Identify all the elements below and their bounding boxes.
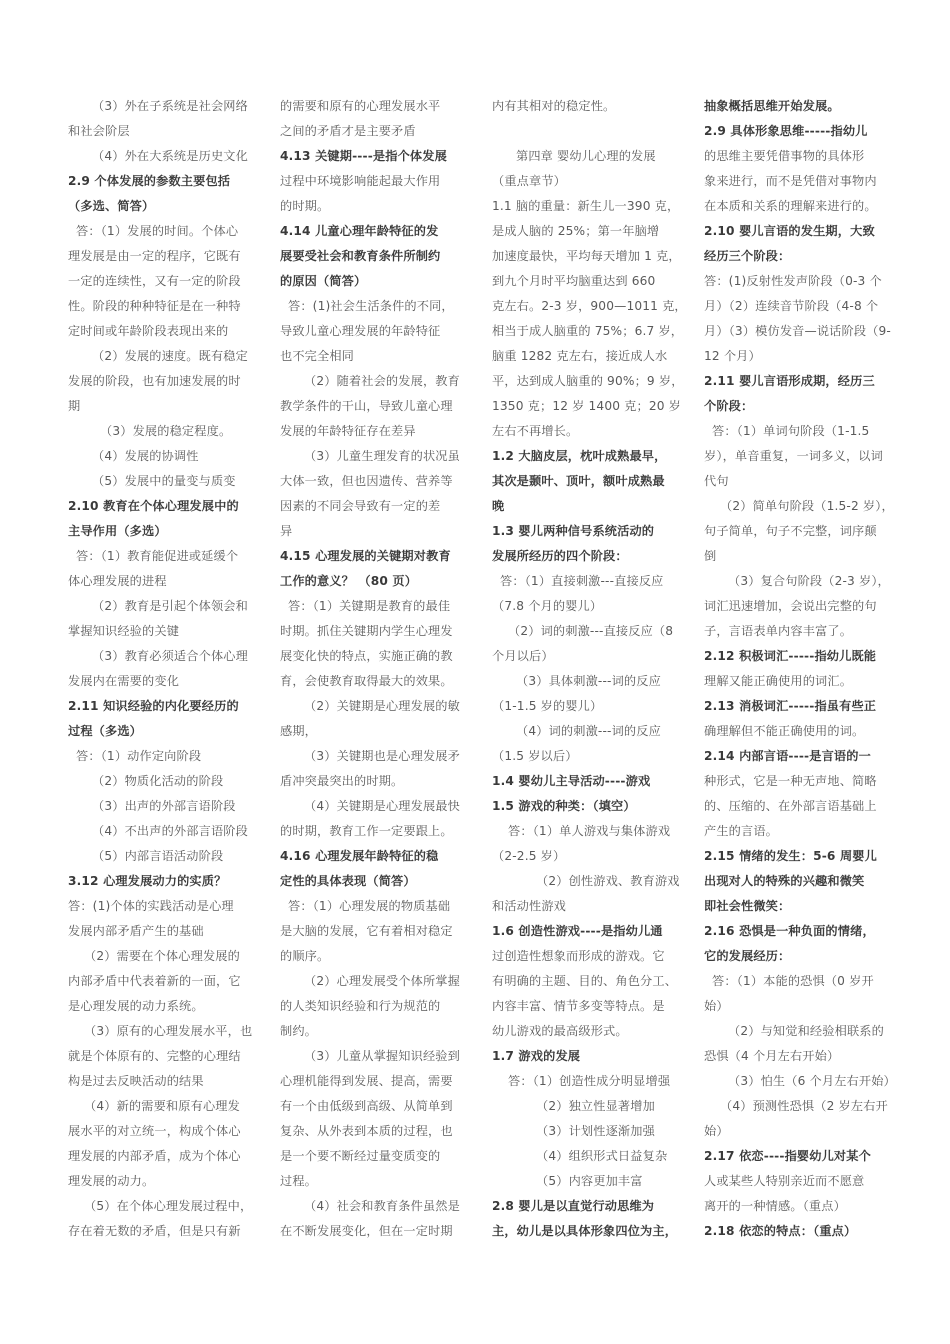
text-line: 经历三个阶段：: [704, 249, 791, 263]
text-line: 大体一致，但也因遗传、营养等: [280, 474, 453, 488]
text-line: 展水平的对立统一，构成个体心: [68, 1124, 241, 1138]
text-line: （4）不出声的外部言语阶段: [92, 824, 248, 838]
text-line: 月）（2）连续音节阶段（4-8 个: [704, 299, 879, 313]
text-line: 发展的年龄特征存在差异: [280, 424, 416, 438]
text-line: 发展的阶段，也有加速发展的时: [68, 374, 241, 388]
text-line: 2.10 婴儿言语的发生期，大致: [704, 224, 875, 238]
text-line: （2）创性游戏、教育游戏: [536, 874, 680, 888]
text-line: 和活动性游戏: [492, 899, 567, 913]
text-line: （2）与知觉和经验相联系的: [728, 1024, 884, 1038]
text-line: 的人类知识经验和行为规范的: [280, 999, 441, 1013]
text-line: 内部矛盾中代表着新的一面，它: [68, 974, 241, 988]
text-line: 之间的矛盾才是主要矛盾: [280, 124, 416, 138]
text-line: （4）预测性恐惧（2 岁左右开: [720, 1099, 888, 1113]
text-line: 体心理发展的进程: [68, 574, 167, 588]
text-line: 答：（1）单词句阶段（1-1.5: [712, 424, 870, 438]
text-line: 在不断发展变化，但在一定时期: [280, 1224, 453, 1238]
text-line: （3）具体刺激---词的反应: [516, 674, 661, 688]
text-line: 因素的不同会导致有一定的差: [280, 499, 441, 513]
text-line: （1-1.5 岁的婴儿）: [492, 699, 603, 713]
text-line: 1.3 婴儿两种信号系统活动的: [492, 524, 655, 538]
text-line: 脑重 1282 克左右，接近成人水: [492, 349, 668, 363]
text-line: 理发展的动力。: [68, 1174, 155, 1188]
text-line: 答：(1)社会生活条件的不同，: [288, 299, 454, 313]
column-4: [704, 94, 896, 1244]
text-line: 人或某些人特别亲近而不愿意: [704, 1174, 865, 1188]
text-line: 2.17 依恋----指婴幼儿对某个: [704, 1149, 871, 1163]
text-line: 是大脑的发展，它有着相对稳定: [280, 924, 453, 938]
text-line: 始）: [704, 999, 729, 1013]
text-line: 晚: [492, 499, 505, 513]
text-line: 2.12 积极词汇-----指幼儿既能: [704, 649, 877, 663]
text-line: 存在着无数的矛盾，但是只有新: [68, 1224, 241, 1238]
text-line: 定性的具体表现（简答）: [280, 874, 416, 888]
text-line: 答：（1）单人游戏与集体游戏: [508, 824, 671, 838]
text-line: 的原因（简答）: [280, 274, 367, 288]
text-line: （3）发展的稳定程度。: [100, 424, 232, 438]
text-line: （1.5 岁以后）: [492, 749, 578, 763]
text-line: 掌握知识经验的关键: [68, 624, 180, 638]
text-line: （2）教育是引起个体领会和: [92, 599, 248, 613]
column-3: [492, 94, 687, 1244]
text-line: 第四章 婴幼儿心理的发展: [516, 149, 656, 163]
text-line: 克左右。2-3 岁，900—1011 克，: [492, 299, 687, 313]
text-line: 发展内部矛盾产生的基础: [68, 924, 204, 938]
text-line: 一定的连续性，又有一定的阶段: [68, 274, 241, 288]
text-line: 教学条件的干山，导致儿童心理: [280, 399, 453, 413]
text-line: 的时期，教育工作一定要跟上。: [280, 824, 453, 838]
text-line: 主导作用（多选）: [68, 524, 167, 538]
text-line: （多选、简答）: [68, 199, 155, 213]
text-line: 2.14 内部言语----是言语的一: [704, 749, 871, 763]
text-line: 种形式，它是一种无声地、简略: [704, 774, 877, 788]
text-line: 的思维主要凭借事物的具体形: [704, 149, 865, 163]
text-line: 抽象概括思维开始发展。: [704, 99, 840, 113]
text-line: 4.14 儿童心理年龄特征的发: [280, 224, 439, 238]
text-line: 异: [280, 524, 293, 538]
text-line: 1.5 游戏的种类：（填空）: [492, 799, 636, 813]
text-line: （2）词的刺激---直接反应（8: [508, 624, 674, 638]
text-line: （2）物质化活动的阶段: [92, 774, 224, 788]
text-line: （2）简单句阶段（1.5-2 岁），: [720, 499, 894, 513]
text-line: 2.8 婴儿是以直觉行动思维为: [492, 1199, 655, 1213]
text-line: 2.11 知识经验的内化要经历的: [68, 699, 239, 713]
text-line: （5）在个体心理发展过程中，: [84, 1199, 253, 1213]
text-line: 12 个月）: [704, 349, 761, 363]
text-line: 答：（1）创造性成分明显增强: [508, 1074, 671, 1088]
text-line: 2.10 教育在个体心理发展中的: [68, 499, 239, 513]
text-line: [492, 119, 674, 144]
text-line: （3）儿童生理发育的状况虽: [304, 449, 460, 463]
text-line: 答：（1）动作定向阶段: [76, 749, 202, 763]
text-line: 3.12 心理发展动力的实质？: [68, 874, 227, 888]
text-line: 1.1 脑的重量：新生儿一390 克，: [492, 199, 680, 213]
text-line: 理发展的内部矛盾，成为个体心: [68, 1149, 241, 1163]
text-line: 发展所经历的四个阶段：: [492, 549, 628, 563]
text-line: （5）内部言语活动阶段: [92, 849, 224, 863]
text-line: 感期，: [280, 724, 318, 738]
text-line: （4）组织形式日益复杂: [536, 1149, 668, 1163]
text-line: 出现对人的特殊的兴趣和微笑: [704, 874, 865, 888]
text-line: 育，会使教育取得最大的效果。: [280, 674, 453, 688]
text-line: 主，幼儿是以具体形象四位为主，: [492, 1224, 678, 1238]
text-line: 有明确的主题、目的、角色分工、: [492, 974, 678, 988]
text-line: 时期。抓住关键期内学生心理发: [280, 624, 453, 638]
text-line: 的顺序。: [280, 949, 330, 963]
text-line: 是心理发展的动力系统。: [68, 999, 204, 1013]
text-line: 复杂、从外表到本质的过程，也: [280, 1124, 453, 1138]
text-line: 过程。: [280, 1174, 318, 1188]
text-line: 理解又能正确使用的词汇。: [704, 674, 853, 688]
text-line: 的、压缩的、在外部言语基础上: [704, 799, 877, 813]
text-line: 其次是颞叶、顶叶，额叶成熟最: [492, 474, 665, 488]
text-line: 就是个体原有的、完整的心理结: [68, 1049, 241, 1063]
text-line: 1.6 创造性游戏----是指幼儿通: [492, 924, 663, 938]
text-line: 它的发展经历：: [704, 949, 791, 963]
text-line: 的需要和原有的心理发展水平: [280, 99, 441, 113]
text-line: 性。阶段的种种特征是在一种特: [68, 299, 241, 313]
text-line: （3）出声的外部言语阶段: [92, 799, 236, 813]
text-line: 4.15 心理发展的关键期对教育: [280, 549, 451, 563]
text-line: 是成人脑的 25%；第一年脑增: [492, 224, 660, 238]
text-line: 答：（1）教育能促进或延缓个: [76, 549, 239, 563]
text-line: 答：(1)反射性发声阶段（0-3 个: [704, 274, 882, 288]
text-line: 月）（3）模仿发音—说话阶段（9-: [704, 324, 891, 338]
text-line: 答：(1)个体的实践活动是心理: [68, 899, 234, 913]
text-line: 过创造性想象而形成的游戏。它: [492, 949, 665, 963]
text-line: 到九个月时平均脑重达到 660: [492, 274, 656, 288]
text-line: 答：（1）心理发展的物质基础: [288, 899, 451, 913]
text-line: 2.18 依恋的特点：（重点）: [704, 1224, 857, 1238]
text-line: 相当于成人脑重的 75%；6.7 岁，: [492, 324, 684, 338]
text-line: 2.15 情绪的发生：5-6 周婴儿: [704, 849, 877, 863]
text-line: （3）怕生（6 个月左右开始）: [728, 1074, 896, 1088]
text-line: 1.2 大脑皮层，枕叶成熟最早，: [492, 449, 667, 463]
text-line: 的时期。: [280, 199, 330, 213]
text-line: 幼儿游戏的最高级形式。: [492, 1024, 628, 1038]
text-line: 个月以后）: [492, 649, 554, 663]
text-line: （2）发展的速度。既有稳定: [92, 349, 248, 363]
text-line: 答：（1）关键期是教育的最佳: [288, 599, 451, 613]
text-line: （5）发展中的量变与质变: [92, 474, 236, 488]
text-line: （重点章节）: [492, 174, 567, 188]
text-line: 构是过去反映活动的结果: [68, 1074, 204, 1088]
text-line: 确理解但不能正确使用的词。: [704, 724, 865, 738]
text-line: （4）发展的协调性: [92, 449, 199, 463]
text-line: 制约。: [280, 1024, 318, 1038]
text-line: 平，达到成人脑重的 90%；9 岁，: [492, 374, 684, 388]
text-line: 展要受社会和教育条件所制约: [280, 249, 441, 263]
text-line: 离开的一种情感。（重点）: [704, 1199, 846, 1213]
text-line: 2.9 个体发展的参数主要包括: [68, 174, 231, 188]
text-line: 岁），单音重复，一词多义，以词: [704, 449, 883, 463]
text-line: 内有其相对的稳定性。: [492, 99, 616, 113]
text-line: 代句: [704, 474, 729, 488]
text-line: （3）教育必须适合个体心理: [92, 649, 248, 663]
text-line: 发展内在需要的变化: [68, 674, 180, 688]
text-line: 左右不再增长。: [492, 424, 579, 438]
text-line: 产生的言语。: [704, 824, 779, 838]
text-line: 象来进行，而不是凭借对事物内: [704, 174, 877, 188]
text-line: 即社会性微笑：: [704, 899, 791, 913]
text-line: （2）需要在个体心理发展的: [84, 949, 240, 963]
text-line: 过程（多选）: [68, 724, 143, 738]
text-line: 始）: [704, 1124, 729, 1138]
text-line: 答：（1）直接刺激---直接反应: [500, 574, 664, 588]
text-line: （3）计划性逐渐加强: [536, 1124, 655, 1138]
text-line: （7.8 个月的婴儿）: [492, 599, 603, 613]
text-line: （3）外在子系统是社会网络: [92, 99, 248, 113]
text-line: 子，言语表单内容丰富了。: [704, 624, 853, 638]
column-2: [280, 94, 462, 1244]
text-line: （2-2.5 岁）: [492, 849, 566, 863]
text-line: 2.11 婴儿言语形成期，经历三: [704, 374, 875, 388]
text-line: 1350 克；12 岁 1400 克；20 岁: [492, 399, 681, 413]
text-line: 恐惧（4 个月左右开始）: [704, 1049, 840, 1063]
text-line: 展变化快的特点，实施正确的教: [280, 649, 453, 663]
text-line: 加速度最快，平均每天增加 1 克，: [492, 249, 681, 263]
text-line: 也不完全相同: [280, 349, 355, 363]
text-line: 答：（1）发展的时间。个体心: [76, 224, 239, 238]
text-line: （2）心理发展受个体所掌握: [304, 974, 460, 988]
text-line: 4.13 关键期----是指个体发展: [280, 149, 447, 163]
text-line: 个阶段：: [704, 399, 754, 413]
text-line: 内容丰富、情节多变等特点。是: [492, 999, 665, 1013]
text-line: （2）随着社会的发展，教育: [304, 374, 460, 388]
text-line: （3）原有的心理发展水平，也: [84, 1024, 253, 1038]
text-line: 1.7 游戏的发展: [492, 1049, 581, 1063]
text-line: 2.13 消极词汇-----指虽有些正: [704, 699, 877, 713]
text-line: 答：（1）本能的恐惧（0 岁开: [712, 974, 874, 988]
text-line: 期: [68, 399, 81, 413]
text-line: 盾冲突最突出的时期。: [280, 774, 404, 788]
text-line: （3）儿童从掌握知识经验到: [304, 1049, 460, 1063]
text-line: 理发展是由一定的程序，它既有: [68, 249, 241, 263]
text-line: 词汇迅速增加，会说出完整的句: [704, 599, 877, 613]
text-line: （4）词的刺激---词的反应: [516, 724, 661, 738]
text-line: （4）新的需要和原有心理发: [84, 1099, 240, 1113]
text-line: （2）关键期是心理发展的敏: [304, 699, 460, 713]
text-line: 和社会阶层: [68, 124, 130, 138]
text-line: 2.16 恐惧是一种负面的情绪，: [704, 924, 875, 938]
text-line: 倒: [704, 549, 717, 563]
text-line: 1.4 婴幼儿主导活动----游戏: [492, 774, 651, 788]
text-line: 定时间或年龄阶段表现出来的: [68, 324, 229, 338]
text-line: 过程中环境影响能起最大作用: [280, 174, 441, 188]
text-line: （4）外在大系统是历史文化: [92, 149, 248, 163]
column-1: [68, 94, 253, 1244]
text-line: 工作的意义？ （80 页）: [280, 574, 418, 588]
text-line: （4）社会和教育条件虽然是: [304, 1199, 460, 1213]
text-line: 句子简单，句子不完整，词序颠: [704, 524, 877, 538]
text-line: （2）独立性显著增加: [536, 1099, 655, 1113]
text-line: 心理机能得到发展、提高，需要: [280, 1074, 453, 1088]
text-line: （4）关键期是心理发展最快: [304, 799, 460, 813]
text-line: （5）内容更加丰富: [536, 1174, 643, 1188]
text-line: 2.9 具体形象思维-----指幼儿: [704, 124, 868, 138]
text-line: （3）关键期也是心理发展矛: [304, 749, 460, 763]
text-line: 4.16 心理发展年龄特征的稳: [280, 849, 439, 863]
text-line: 在本质和关系的理解来进行的。: [704, 199, 877, 213]
text-line: 导致儿童心理发展的年龄特征: [280, 324, 441, 338]
text-line: 是一个要不断经过量变质变的: [280, 1149, 441, 1163]
text-line: 有一个由低级到高级、从简单到: [280, 1099, 453, 1113]
text-line: （3）复合句阶段（2-3 岁），: [728, 574, 890, 588]
